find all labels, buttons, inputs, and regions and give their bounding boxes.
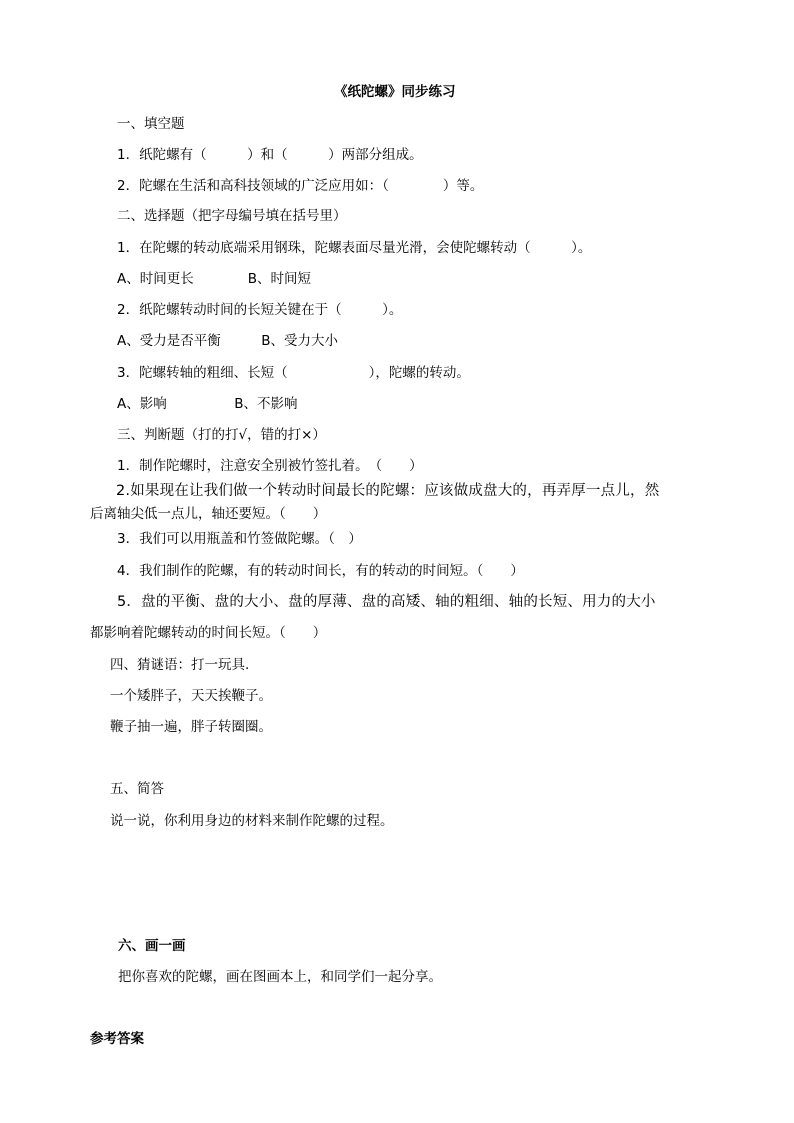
section-heading-judge: 三、判断题（打的打√，错的打×） xyxy=(117,427,326,443)
question-choice-2: 2．纸陀螺转动时间的长短关键在于（ ）。 xyxy=(117,302,403,318)
draw-prompt: 把你喜欢的陀螺，画在图画本上，和同学们一起分享。 xyxy=(118,969,442,985)
page-title: 《纸陀螺》同步练习 xyxy=(334,84,456,100)
question-judge-3: 3．我们可以用瓶盖和竹签做陀螺。（ ） xyxy=(117,531,362,547)
question-judge-1: 1．制作陀螺时，注意安全别被竹签扎着。 （ ） xyxy=(117,458,423,474)
section-heading-draw: 六、画一画 xyxy=(118,938,186,954)
choice-3-options: A、影响 B、不影响 xyxy=(117,396,298,412)
section-heading-riddle: 四、猜谜语：打一玩具. xyxy=(110,657,250,673)
section-heading-fill-blank: 一、填空题 xyxy=(117,116,185,132)
choice-2-options: A、受力是否平衡 B、受力大小 xyxy=(117,333,338,349)
section-heading-choice: 二、选择题（把字母编号填在括号里） xyxy=(117,208,347,224)
question-judge-2-line-1: 2.如果现在让我们做一个转动时间最长的陀螺：应该做成盘大的，再弄厚一点儿，然 xyxy=(116,483,660,499)
question-fill-2: 2．陀螺在生活和高科技领域的广泛应用如：（ ）等。 xyxy=(117,178,484,194)
question-fill-1: 1．纸陀螺有（ ）和（ ）两部分组成。 xyxy=(117,147,423,163)
question-judge-2-line-2: 后离轴尖低一点儿，轴还要短。（ ） xyxy=(90,506,327,522)
riddle-line-1: 一个矮胖子，天天挨鞭子。 xyxy=(110,688,272,704)
choice-1-options: A、时间更长 B、时间短 xyxy=(117,271,311,287)
question-judge-5-line-2: 都影响着陀螺转动的时间长短。（ ） xyxy=(90,625,327,641)
answers-heading: 参考答案 xyxy=(90,1031,144,1047)
section-heading-short-answer: 五、简答 xyxy=(110,781,164,797)
question-judge-5-line-1: 5．盘的平衡、盘的大小、盘的厚薄、盘的高矮、轴的粗细、轴的长短、用力的大小 xyxy=(117,594,656,610)
short-answer-prompt: 说一说，你利用身边的材料来制作陀螺的过程。 xyxy=(110,813,394,829)
question-choice-1: 1．在陀螺的转动底端采用钢珠，陀螺表面尽量光滑，会使陀螺转动（ ）。 xyxy=(117,240,592,256)
question-choice-3: 3．陀螺转轴的粗细、长短（ ），陀螺的转动。 xyxy=(117,365,470,381)
question-judge-4: 4．我们制作的陀螺，有的转动时间长，有的转动的时间短。（ ） xyxy=(117,563,524,579)
riddle-line-2: 鞭子抽一遍，胖子转圈圈。 xyxy=(110,719,272,735)
